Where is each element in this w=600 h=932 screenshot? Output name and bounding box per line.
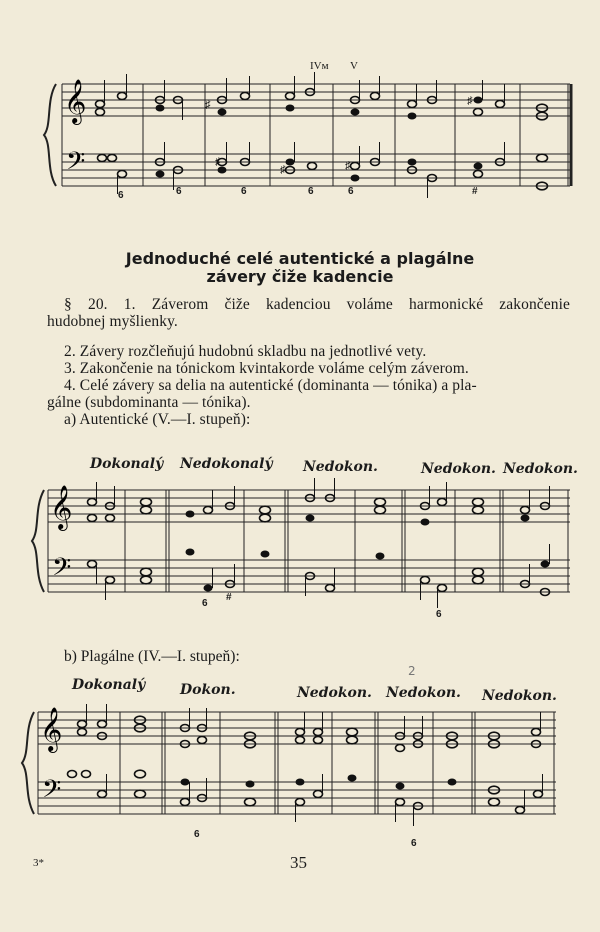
- figured-bass-a3: 6: [436, 609, 442, 620]
- music-system-3: [0, 700, 600, 850]
- svg-text:𝄢: 𝄢: [52, 554, 72, 587]
- music-system-1: [0, 70, 600, 270]
- music-system-2: [0, 478, 600, 628]
- figured-bass-a1: 6: [202, 598, 208, 609]
- svg-text:♯: ♯: [215, 156, 221, 168]
- paragraph-20-1-line-1: § 20. 1. Záverom čiže kadenciou voláme harmonické zakončenie: [64, 296, 570, 313]
- paragraph-20-3: 3. Zakončenie na tónickom kvintakorde voláme celým záverom.: [64, 360, 469, 377]
- plagal-annotation-nedokon-1: Nedokon.: [297, 685, 372, 701]
- harmonic-label-v: V: [350, 60, 358, 72]
- figured-bass-b2: 6: [411, 838, 417, 849]
- paragraph-20-4-line-2: gálne (subdominanta — tónika).: [47, 394, 251, 411]
- harmonic-label-ivm: IVм: [310, 60, 329, 72]
- plagal-annotation-dokonaly: Dokonalý: [72, 677, 146, 693]
- section-heading-line-1: Jednoduché celé autentické a plagálne: [125, 249, 475, 268]
- figured-bass-a2: #: [226, 592, 232, 603]
- svg-text:♯: ♯: [345, 160, 351, 172]
- svg-text:♯: ♯: [205, 99, 211, 111]
- plagal-label: b) Plagálne (IV.—I. stupeň):: [64, 648, 240, 665]
- figured-bass-2: 6: [176, 186, 182, 197]
- authentic-label: a) Autentické (V.—I. stupeň):: [64, 411, 251, 428]
- figured-bass-6: #: [472, 186, 478, 197]
- plagal-annotation-dokon: Dokon.: [180, 682, 236, 698]
- figured-bass-5: 6: [348, 186, 354, 197]
- plagal-annotation-nedokon-2: Nedokon.: [386, 685, 461, 701]
- svg-text:𝄞: 𝄞: [50, 487, 73, 529]
- paragraph-20-4-line-1: 4. Celé závery sa delia na autentické (dominanta — tónika) a pla-: [64, 377, 477, 394]
- figured-bass-3: 6: [241, 186, 247, 197]
- svg-text:𝄞: 𝄞: [40, 709, 63, 751]
- cadence-annotation-nedokonaly: Nedokonalý: [180, 456, 273, 472]
- svg-text:♯: ♯: [467, 95, 473, 107]
- figured-bass-1: 6: [118, 190, 124, 201]
- figured-bass-b1: 6: [194, 829, 200, 840]
- cadence-annotation-nedokon-3: Nedokon.: [503, 461, 578, 477]
- page-number: 35: [290, 853, 307, 872]
- cadence-annotation-dokonaly: Dokonalý: [90, 456, 164, 472]
- svg-text:𝄞: 𝄞: [64, 81, 87, 123]
- paragraph-20-2: 2. Závery rozčleňujú hudobnú skladbu na jednotlivé vety.: [64, 343, 427, 360]
- plagal-annotation-nedokon-3: Nedokon.: [482, 688, 557, 704]
- printer-signature: 3*: [33, 857, 44, 869]
- svg-text:♯: ♯: [280, 164, 286, 176]
- paragraph-20-1-line-2: hudobnej myšlienky.: [47, 313, 178, 330]
- svg-text:𝄢: 𝄢: [66, 148, 86, 181]
- cadence-annotation-nedokon-2: Nedokon.: [421, 461, 496, 477]
- pencil-mark: 2: [408, 664, 416, 678]
- section-heading-line-2: závery čiže kadencie: [206, 267, 394, 286]
- svg-text:𝄢: 𝄢: [42, 776, 62, 809]
- cadence-annotation-nedokon-1: Nedokon.: [303, 459, 378, 475]
- figured-bass-4: 6: [308, 186, 314, 197]
